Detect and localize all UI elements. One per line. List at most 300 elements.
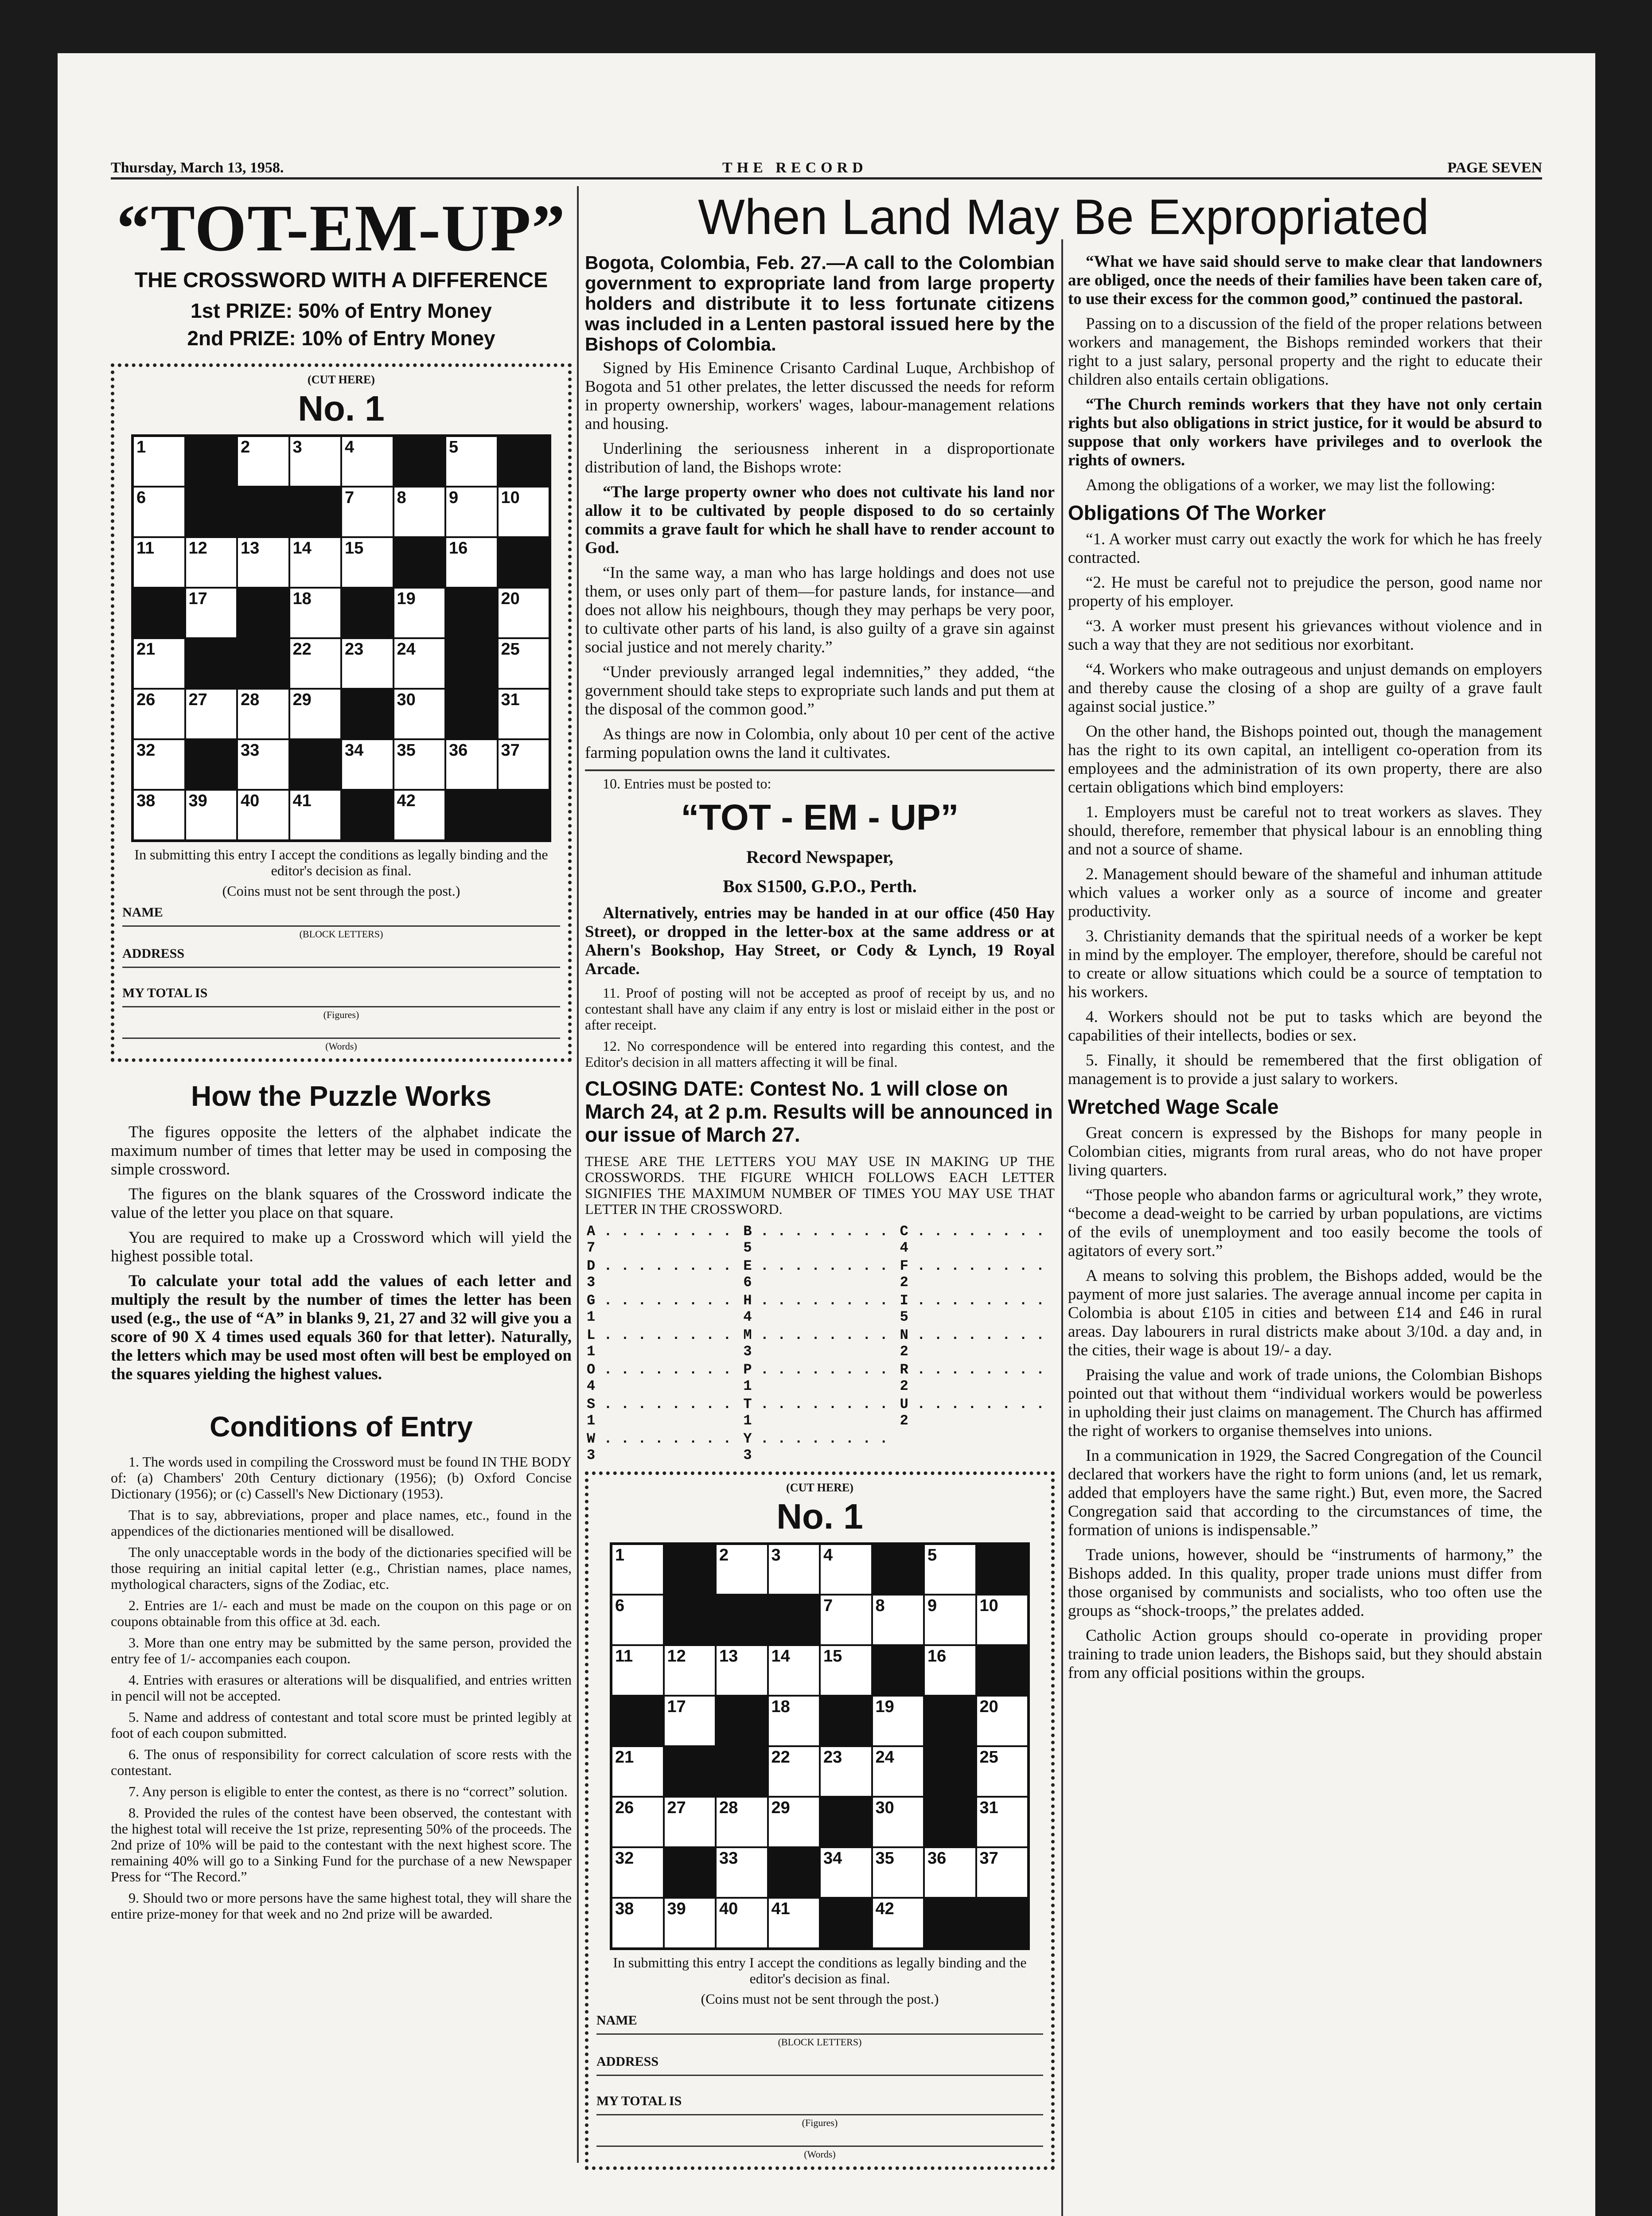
article-para: Underlining the seriousness inherent in a disproportionate distribution of land, the Bishops wrote: xyxy=(585,440,1055,476)
crossword-square[interactable] xyxy=(612,1544,664,1595)
condition-item: 7. Any person is eligible to enter the contest, as there is no “correct” solution. xyxy=(129,1783,568,1799)
words-note: (Words) xyxy=(325,1041,357,1052)
crossword-square[interactable] xyxy=(237,689,289,739)
crossword-square[interactable] xyxy=(976,1746,1029,1797)
conditions-heading: Conditions of Entry xyxy=(210,1411,473,1443)
black-square xyxy=(768,1847,820,1898)
crossword-square[interactable] xyxy=(185,537,238,588)
obligation-item: 4. Workers should not be put to tasks which are beyond the capabilities of their intellects, bodies or sex. xyxy=(1068,1008,1542,1045)
black-square xyxy=(872,1544,924,1595)
block-letters-note: (BLOCK LETTERS) xyxy=(778,2037,862,2048)
crossword-square[interactable] xyxy=(612,1847,664,1898)
cut-here-label: (CUT HERE) xyxy=(308,373,375,386)
black-square xyxy=(664,1847,716,1898)
crossword-square[interactable] xyxy=(185,689,238,739)
black-square xyxy=(394,436,446,487)
letter-allowance: L . . . . . . . . 1 xyxy=(587,1327,732,1360)
black-square xyxy=(664,1595,716,1645)
square-value: 25 xyxy=(501,640,520,659)
total-words-field[interactable] xyxy=(596,2135,1043,2147)
crossword-square[interactable] xyxy=(133,739,185,790)
square-value: 10 xyxy=(501,488,520,507)
black-square xyxy=(289,487,342,537)
letter-allowance: Y . . . . . . . . 3 xyxy=(743,1431,888,1463)
entries-alternative: Alternatively, entries may be handed in at our office (450 Hay Street), or dropped in the letter-box at the same address or at Ahern's Bookshop, Hay Street, or Cody & Lynch, 19 Royal Arcade. xyxy=(585,904,1055,978)
crossword-square[interactable] xyxy=(976,1797,1029,1847)
total-label: MY TOTAL IS xyxy=(596,2094,682,2108)
article-para: “Under previously arranged legal indemnities,” they added, “the government should take steps to expropriate such lands and put them at the disposal of the common good.” xyxy=(585,663,1055,718)
letters-row xyxy=(585,1361,1055,1395)
square-value: 41 xyxy=(292,792,312,810)
first-prize: 1st PRIZE: 50% of Entry Money xyxy=(191,299,492,322)
black-square xyxy=(237,638,289,689)
square-value: 9 xyxy=(927,1596,937,1615)
black-square xyxy=(872,1645,924,1696)
square-value: 41 xyxy=(771,1900,790,1918)
obligations-heading: Obligations Of The Worker xyxy=(1068,501,1326,524)
name-label: NAME xyxy=(596,2013,637,2028)
crossword-square[interactable] xyxy=(820,1746,872,1797)
black-square xyxy=(185,487,238,537)
square-value: 35 xyxy=(875,1849,894,1868)
square-value: 13 xyxy=(719,1647,738,1666)
totemup-subtitle: THE CROSSWORD WITH A DIFFERENCE xyxy=(134,269,548,292)
letters-row xyxy=(585,1326,1055,1361)
crossword-square[interactable] xyxy=(289,588,342,638)
closing-date: CLOSING DATE: Contest No. 1 will close on March 24, at 2 p.m. Results will be announced in our issue of March 27. xyxy=(585,1077,1053,1146)
wage-para: Catholic Action groups should co-operate in providing proper training to trade union leaders, the Bishops said, but they should abstain from any official positions within the groups. xyxy=(1068,1627,1542,1682)
column-rule xyxy=(577,186,579,2163)
wage-para: Great concern is expressed by the Bishops for many people in Colombian cities, migrants from rural areas, who do not have proper living quarters. xyxy=(1068,1124,1542,1179)
square-value: 7 xyxy=(345,488,355,507)
black-square xyxy=(498,790,550,840)
crossword-square[interactable] xyxy=(498,487,550,537)
crossword-square[interactable] xyxy=(237,790,289,840)
condition-item: 9. Should two or more persons have the same highest total, they will share the entire prize-money for that week and no 2nd prize will be awarded. xyxy=(111,1890,572,1922)
square-value: 27 xyxy=(667,1799,686,1817)
square-value: 2 xyxy=(241,438,250,456)
obligation-item: “3. A worker must present his grievances without violence and in such a way that they are not seditious nor exorbitant. xyxy=(1068,617,1542,654)
square-value: 12 xyxy=(188,539,207,558)
crossword-square[interactable] xyxy=(872,1746,924,1797)
crossword-square[interactable] xyxy=(133,537,185,588)
square-value: 4 xyxy=(345,438,355,456)
coupon-acceptance: In submitting this entry I accept the conditions as legally binding and the editor's decision as final. xyxy=(134,847,548,878)
black-square xyxy=(498,537,550,588)
square-value: 2 xyxy=(719,1546,729,1564)
square-value: 15 xyxy=(345,539,364,558)
crossword-square[interactable] xyxy=(498,739,550,790)
article-para: Passing on to a discussion of the field of the proper relations between workers and management, the Bishops reminded workers that their right to a just salary, personal property and the right to educate their children also entails certain obligations. xyxy=(1068,315,1542,389)
square-value: 32 xyxy=(136,741,156,760)
letter-allowance xyxy=(898,1430,1055,1464)
square-value: 11 xyxy=(615,1647,633,1666)
address-label: ADDRESS xyxy=(596,2054,659,2069)
letter-allowance: H . . . . . . . . 4 xyxy=(743,1292,888,1325)
square-value: 24 xyxy=(875,1748,894,1767)
crossword-square[interactable] xyxy=(716,1645,768,1696)
black-square xyxy=(820,1696,872,1746)
square-value: 1 xyxy=(615,1546,625,1564)
condition-item: 5. Name and address of contestant and total score must be printed legibly at foot of each coupon submitted. xyxy=(111,1709,572,1741)
square-value: 3 xyxy=(771,1546,781,1564)
crossword-square[interactable] xyxy=(664,1645,716,1696)
crossword-square[interactable] xyxy=(237,436,289,487)
crossword-square[interactable] xyxy=(768,1898,820,1948)
square-value: 24 xyxy=(397,640,416,659)
crossword-square[interactable] xyxy=(289,436,342,487)
entries-rule-10: 10. Entries must be posted to: xyxy=(603,776,771,792)
square-value: 21 xyxy=(136,640,156,659)
square-value: 17 xyxy=(667,1697,686,1716)
newspaper-page xyxy=(58,53,1595,2216)
square-value: 34 xyxy=(823,1849,842,1868)
crossword-square[interactable] xyxy=(394,739,446,790)
square-value: 23 xyxy=(823,1748,842,1767)
square-value: 25 xyxy=(979,1748,998,1767)
letters-row xyxy=(585,1257,1055,1291)
crossword-square[interactable] xyxy=(498,638,550,689)
crossword-square[interactable] xyxy=(612,1797,664,1847)
crossword-square[interactable] xyxy=(394,689,446,739)
crossword-square[interactable] xyxy=(872,1797,924,1847)
crossword-square[interactable] xyxy=(976,1595,1029,1645)
obligation-item: 3. Christianity demands that the spiritual needs of a worker be kept in mind by the employer. The employer, therefore, should be careful not to create or allow situations which could be a source of temptation to his workers. xyxy=(1068,927,1542,1001)
square-value: 37 xyxy=(501,741,520,760)
black-square xyxy=(976,1645,1029,1696)
crossword-square[interactable] xyxy=(341,739,394,790)
letter-allowance: P . . . . . . . . 1 xyxy=(743,1362,888,1394)
black-square xyxy=(820,1898,872,1948)
block-letters-note: (BLOCK LETTERS) xyxy=(299,929,383,940)
obligation-item: “4. Workers who make outrageous and unjust demands on employers and thereby cause the closing of a shop are guilty of a grave fault against social justice.” xyxy=(1068,660,1542,716)
total-field[interactable] xyxy=(122,986,560,1007)
obligation-item: On the other hand, the Bishops pointed out, though the management has the right to its own capital, an intelligent co-operation from its employees and the administration of its own property, there are also certain obligations which bind employers: xyxy=(1068,722,1542,796)
square-value: 1 xyxy=(136,438,146,456)
square-value: 34 xyxy=(345,741,364,760)
address-field[interactable] xyxy=(122,946,560,968)
letter-allowance: E . . . . . . . . 6 xyxy=(743,1258,888,1291)
crossword-square[interactable] xyxy=(612,1746,664,1797)
contest-number: No. 1 xyxy=(298,389,385,428)
cut-here-label: (CUT HERE) xyxy=(786,1481,853,1494)
article-column-2 xyxy=(585,253,1055,2170)
square-value: 32 xyxy=(615,1849,634,1868)
words-note: (Words) xyxy=(804,2149,836,2160)
article-para: Among the obligations of a worker, we may list the following: xyxy=(1086,476,1496,494)
black-square xyxy=(664,1746,716,1797)
crossword-square[interactable] xyxy=(133,436,185,487)
article-lead: Bogota, Colombia, Feb. 27.—A call to the Colombian government to expropriate land from large property holders and distribute it to less fortunate citizens was included in a Lenten pastoral issued here by the Bishops of Colombia. xyxy=(585,252,1055,355)
square-value: 40 xyxy=(719,1900,738,1918)
square-value: 33 xyxy=(719,1849,738,1868)
crossword-grid xyxy=(131,434,551,842)
letter-allowance: U . . . . . . . . 2 xyxy=(900,1396,1045,1429)
crossword-square[interactable] xyxy=(133,689,185,739)
square-value: 19 xyxy=(875,1697,894,1716)
square-value: 37 xyxy=(979,1849,998,1868)
address-label: ADDRESS xyxy=(122,946,185,961)
letters-intro: THESE ARE THE LETTERS YOU MAY USE IN MAKING UP THE CROSSWORDS. THE FIGURE WHICH FOLLOWS EACH LETTER SIGNIFIES THE MAXIMUM NUMBER OF TIMES YOU MAY USE THAT LETTER IN THE CROSSWORD. xyxy=(585,1153,1055,1217)
crossword-square[interactable] xyxy=(289,689,342,739)
square-value: 28 xyxy=(719,1799,738,1817)
entries-address-2: Box S1500, G.P.O., Perth. xyxy=(723,876,917,896)
crossword-square[interactable] xyxy=(612,1898,664,1948)
entry-coupon-bottom xyxy=(585,1471,1055,2170)
letter-allowance: C . . . . . . . . 4 xyxy=(900,1223,1045,1256)
square-value: 17 xyxy=(188,589,207,608)
how-scoring-para: To calculate your total add the values of each letter and multiply the result by the number of times the letter has been used (e.g., the use of “A” in blanks 9, 21, 27 and 32 will give you a score of 90 X 4 times used equals 360 for that letter). Naturally, the letters which may be used most often will best be employed on the squares yielding the highest values. xyxy=(111,1272,572,1383)
crossword-square[interactable] xyxy=(289,638,342,689)
letters-row xyxy=(585,1395,1055,1430)
letters-row xyxy=(585,1222,1055,1257)
black-square xyxy=(612,1696,664,1746)
total-field[interactable] xyxy=(596,2094,1043,2115)
square-value: 23 xyxy=(345,640,364,659)
black-square xyxy=(498,436,550,487)
contest-number: No. 1 xyxy=(776,1497,863,1536)
crossword-square[interactable] xyxy=(445,739,498,790)
crossword-square[interactable] xyxy=(768,1797,820,1847)
address-field[interactable] xyxy=(596,2054,1043,2076)
crossword-square[interactable] xyxy=(498,588,550,638)
crossword-square[interactable] xyxy=(394,790,446,840)
crossword-square[interactable] xyxy=(341,436,394,487)
article-para: “In the same way, a man who has large holdings and does not use them, or uses only part of them—for pasture lands, for instance—and does not allow his neighbours, though they may perhaps be very poor, to cultivate other parts of his land, is also guilty of a grave sin against social justice and not merely charity.” xyxy=(585,564,1055,656)
crossword-square[interactable] xyxy=(498,689,550,739)
name-field[interactable] xyxy=(596,2013,1043,2035)
crossword-square[interactable] xyxy=(768,1746,820,1797)
square-value: 26 xyxy=(615,1799,634,1817)
black-square xyxy=(237,588,289,638)
letter-allowance: N . . . . . . . . 2 xyxy=(900,1327,1045,1360)
black-square xyxy=(237,487,289,537)
square-value: 28 xyxy=(241,691,260,709)
obligation-item: 5. Finally, it should be remembered that the first obligation of management is to provide a just salary to workers. xyxy=(1068,1051,1542,1088)
condition-item: 1. The words used in compiling the Crossword must be found IN THE BODY of: (a) Chambers' 20th Century dictionary (1956); (b) Oxford Concise Dictionary (1956); or (c) Cassell's New Dictionary (1953). xyxy=(111,1454,572,1502)
black-square xyxy=(820,1797,872,1847)
black-square xyxy=(924,1746,976,1797)
crossword-square[interactable] xyxy=(716,1898,768,1948)
total-words-field[interactable] xyxy=(122,1027,560,1039)
square-value: 6 xyxy=(136,488,146,507)
black-square xyxy=(976,1898,1029,1948)
name-field[interactable] xyxy=(122,905,560,927)
black-square xyxy=(976,1544,1029,1595)
crossword-square[interactable] xyxy=(394,487,446,537)
crossword-square[interactable] xyxy=(716,1544,768,1595)
crossword-square[interactable] xyxy=(394,588,446,638)
totemup-title: “TOT-EM-UP” xyxy=(117,191,566,265)
crossword-square[interactable] xyxy=(237,537,289,588)
square-value: 8 xyxy=(875,1596,885,1615)
crossword-square[interactable] xyxy=(612,1645,664,1696)
figures-note: (Figures) xyxy=(802,2117,838,2128)
square-value: 29 xyxy=(292,691,312,709)
letter-allowance: F . . . . . . . . 2 xyxy=(900,1258,1045,1291)
article-para: “What we have said should serve to make clear that landowners are obliged, once the needs of their families have been taken care of, to use their excess for the common good,” continued the pastoral. xyxy=(1068,253,1542,308)
name-label: NAME xyxy=(122,905,163,920)
crossword-square[interactable] xyxy=(133,638,185,689)
header-paper-name: THE RECORD xyxy=(722,160,868,176)
crossword-square[interactable] xyxy=(133,790,185,840)
square-value: 20 xyxy=(501,589,520,608)
black-square xyxy=(768,1595,820,1645)
article-para: As things are now in Colombia, only about 10 per cent of the active farming population owns the land it cultivates. xyxy=(585,725,1055,762)
obligation-item: 1. Employers must be careful not to treat workers as slaves. They should, therefore, remember that physical labour is an ennobling thing and not a source of shame. xyxy=(1068,803,1542,858)
entry-coupon-top xyxy=(111,363,572,1062)
crossword-square[interactable] xyxy=(237,739,289,790)
total-label: MY TOTAL IS xyxy=(122,986,208,1000)
crossword-square[interactable] xyxy=(664,1898,716,1948)
article-column-3 xyxy=(1068,253,1542,1689)
square-value: 39 xyxy=(667,1900,686,1918)
square-value: 18 xyxy=(292,589,312,608)
crossword-square[interactable] xyxy=(341,638,394,689)
letter-allowance: B . . . . . . . . 5 xyxy=(743,1223,888,1256)
black-square xyxy=(924,1797,976,1847)
crossword-square[interactable] xyxy=(820,1595,872,1645)
wage-para: Trade unions, however, should be “instruments of harmony,” the Bishops added. In this quality, proper trade unions must differ from those organised by communists and socialists, who too often use the groups as “shock-troops,” the prelates added. xyxy=(1068,1546,1542,1620)
letters-row xyxy=(585,1291,1055,1326)
coupon-acceptance: In submitting this entry I accept the conditions as legally binding and the editor's decision as final. xyxy=(613,1955,1027,1986)
section-divider xyxy=(585,769,1055,771)
square-value: 5 xyxy=(927,1546,937,1564)
square-value: 4 xyxy=(823,1546,833,1564)
square-value: 22 xyxy=(292,640,312,659)
wage-para: Praising the value and work of trade unions, the Colombian Bishops pointed out that without them “individual workers would be powerless in upholding their just claims on management. The Church has affirmed the right of workers to organise themselves into unions. xyxy=(1068,1366,1542,1440)
crossword-square[interactable] xyxy=(820,1544,872,1595)
crossword-square[interactable] xyxy=(341,487,394,537)
crossword-square[interactable] xyxy=(341,537,394,588)
black-square xyxy=(445,588,498,638)
square-value: 15 xyxy=(823,1647,842,1666)
black-square xyxy=(445,689,498,739)
square-value: 22 xyxy=(771,1748,790,1767)
black-square xyxy=(716,1595,768,1645)
crossword-square[interactable] xyxy=(612,1595,664,1645)
article-headline: When Land May Be Expropriated xyxy=(698,189,1429,245)
square-value: 3 xyxy=(292,438,302,456)
crossword-square[interactable] xyxy=(394,638,446,689)
black-square xyxy=(445,790,498,840)
how-para: The figures on the blank squares of the Crossword indicate the value of the letter you place on that square. xyxy=(111,1185,572,1222)
square-value: 42 xyxy=(397,792,416,810)
crossword-square[interactable] xyxy=(872,1595,924,1645)
square-value: 39 xyxy=(188,792,207,810)
condition-item: 4. Entries with erasures or alterations will be disqualified, and entries written in pencil will not be accepted. xyxy=(111,1672,572,1704)
square-value: 14 xyxy=(771,1647,790,1666)
crossword-square[interactable] xyxy=(820,1645,872,1696)
crossword-square[interactable] xyxy=(820,1847,872,1898)
crossword-square[interactable] xyxy=(445,537,498,588)
crossword-square[interactable] xyxy=(185,588,238,638)
crossword-square[interactable] xyxy=(185,790,238,840)
condition-item: That is to say, abbreviations, proper and place names, etc., found in the appendices of the dictionaries mentioned will be disallowed. xyxy=(111,1507,572,1539)
obligation-item: 2. Management should beware of the shameful and inhuman attitude which values a worker only as a source of income and greater productivity. xyxy=(1068,865,1542,921)
crossword-square[interactable] xyxy=(664,1696,716,1746)
crossword-square[interactable] xyxy=(924,1595,976,1645)
crossword-square[interactable] xyxy=(445,487,498,537)
condition-item: 3. More than one entry may be submitted by the same person, provided the entry fee of 1/- accompanies each coupon. xyxy=(111,1635,572,1666)
crossword-square[interactable] xyxy=(924,1544,976,1595)
header-page-number: PAGE SEVEN xyxy=(1447,160,1542,176)
entries-address-1: Record Newspaper, xyxy=(746,847,893,867)
crossword-square[interactable] xyxy=(716,1797,768,1847)
letter-allowance: W . . . . . . . . 3 xyxy=(587,1431,732,1463)
header-date: Thursday, March 13, 1958. xyxy=(111,160,284,176)
square-value: 13 xyxy=(241,539,260,558)
black-square xyxy=(341,588,394,638)
square-value: 12 xyxy=(667,1647,686,1666)
how-puzzle-works-heading: How the Puzzle Works xyxy=(191,1080,492,1112)
square-value: 26 xyxy=(136,691,156,709)
crossword-square[interactable] xyxy=(872,1898,924,1948)
crossword-square[interactable] xyxy=(445,436,498,487)
letters-row xyxy=(585,1430,1055,1464)
crossword-square[interactable] xyxy=(768,1645,820,1696)
black-square xyxy=(133,588,185,638)
crossword-square[interactable] xyxy=(976,1847,1029,1898)
square-value: 6 xyxy=(615,1596,625,1615)
black-square xyxy=(924,1898,976,1948)
square-value: 16 xyxy=(449,539,468,558)
square-value: 27 xyxy=(188,691,207,709)
crossword-square[interactable] xyxy=(872,1847,924,1898)
crossword-square[interactable] xyxy=(289,790,342,840)
black-square xyxy=(394,537,446,588)
letter-allowance: O . . . . . . . . 4 xyxy=(587,1362,732,1394)
wage-heading: Wretched Wage Scale xyxy=(1068,1095,1279,1118)
crossword-square[interactable] xyxy=(716,1847,768,1898)
crossword-square[interactable] xyxy=(924,1847,976,1898)
crossword-square[interactable] xyxy=(872,1696,924,1746)
letter-allowance: T . . . . . . . . 1 xyxy=(743,1396,888,1429)
condition-item: 8. Provided the rules of the contest have been observed, the contestant with the highest total will receive the 1st prize, representing 50% of the proceeds. The 2nd prize of 10% will be paid to the contestant with the next highest score. The remaining 40% will go to a Sinking Fund for the purchase of a new Newspaper Press for “The Record.” xyxy=(111,1805,572,1884)
letter-allowance: A . . . . . . . . 7 xyxy=(587,1223,732,1256)
square-value: 21 xyxy=(615,1748,634,1767)
obligation-item: “1. A worker must carry out exactly the work for which he has freely contracted. xyxy=(1068,530,1542,567)
square-value: 42 xyxy=(875,1900,894,1918)
square-value: 9 xyxy=(449,488,459,507)
square-value: 33 xyxy=(241,741,260,760)
crossword-square[interactable] xyxy=(289,537,342,588)
totemup-column xyxy=(111,188,572,1927)
square-value: 20 xyxy=(979,1697,998,1716)
letter-allowance: R . . . . . . . . 2 xyxy=(900,1362,1045,1394)
crossword-square[interactable] xyxy=(768,1544,820,1595)
entries-contest-name: “TOT - EM - UP” xyxy=(681,797,959,838)
letter-allowance: D . . . . . . . . 3 xyxy=(587,1258,732,1291)
entries-rule-12: 12. No correspondence will be entered into regarding this contest, and the Editor's decision in all matters affecting it will be final. xyxy=(585,1038,1055,1070)
article-quote: “The large property owner who does not cultivate his land nor allow it to be cultivated by people disposed to do so certainly commits a grave fault for which he shall have to render account to God. xyxy=(585,483,1055,557)
crossword-square[interactable] xyxy=(768,1696,820,1746)
crossword-square[interactable] xyxy=(664,1797,716,1847)
article-para: “The Church reminds workers that they have not only certain rights but also obligations in strict justice, for it would be absurd to suppose that only workers have privileges and to overlook the rights of owners. xyxy=(1068,395,1542,469)
crossword-square[interactable] xyxy=(924,1645,976,1696)
square-value: 19 xyxy=(397,589,416,608)
black-square xyxy=(185,739,238,790)
black-square xyxy=(664,1544,716,1595)
square-value: 38 xyxy=(615,1900,634,1918)
crossword-square[interactable] xyxy=(133,487,185,537)
wage-para: In a communication in 1929, the Sacred Congregation of the Council declared that workers have the right to form unions (and, let us remark, added that employers have the same right.) But, even more, the Sacred Congregation said that according to the circumstances of time, the formation of unions is indispensable.” xyxy=(1068,1447,1542,1539)
condition-item: 6. The onus of responsibility for correct calculation of score rests with the contestant. xyxy=(111,1746,572,1778)
crossword-square[interactable] xyxy=(976,1696,1029,1746)
condition-item: The only unacceptable words in the body of the dictionaries specified will be those requiring an initial capital letter (e.g., Christian names, place names, mythological characters, signs of the Zodiac, etc. xyxy=(111,1544,572,1592)
article-para: Signed by His Eminence Crisanto Cardinal Luque, Archbishop of Bogota and 51 other prelates, the letter discussed the needs for reform in property ownership, workers' wages, labour-management relations and housing. xyxy=(585,359,1055,433)
square-value: 11 xyxy=(136,539,155,558)
